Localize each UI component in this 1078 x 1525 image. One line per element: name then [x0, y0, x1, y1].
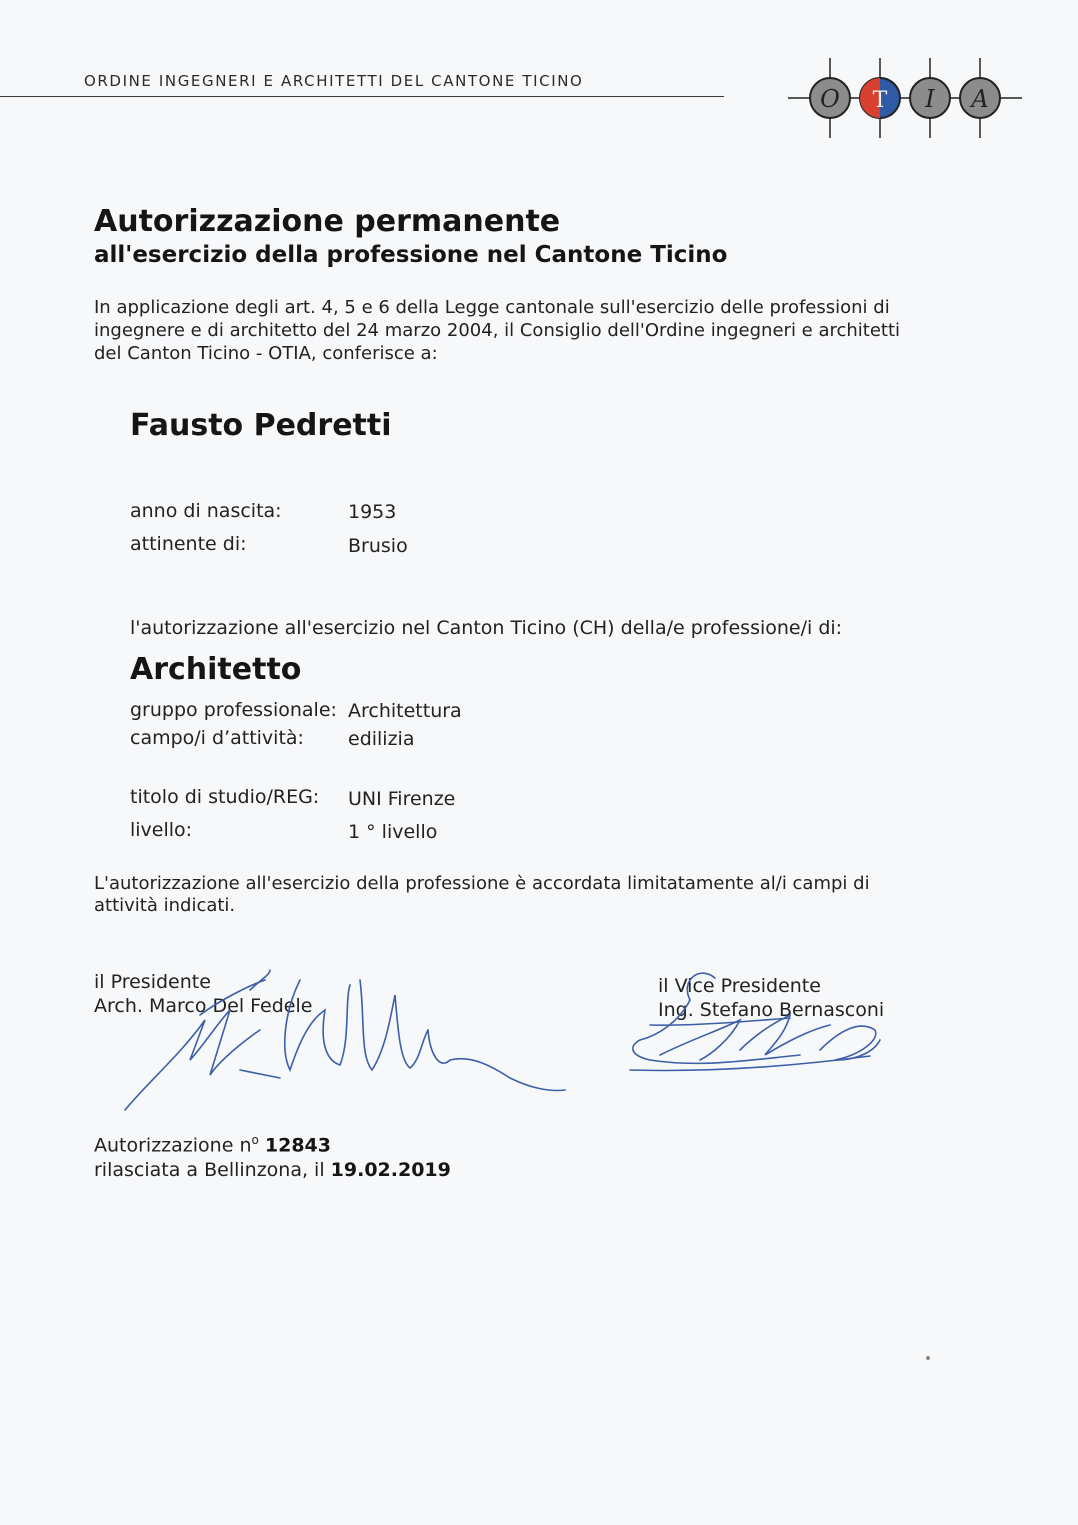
president-name: Arch. Marco Del Fedele: [94, 995, 313, 1017]
issued-line: [94, 1158, 451, 1183]
logo-letter-i: I: [925, 85, 935, 113]
authorization-number-label: Autorizzazione n: [94, 1134, 252, 1157]
issued-label: rilasciata a Bellinzona, il: [94, 1159, 325, 1182]
logo-letter-a: A: [971, 85, 989, 113]
origin-value: Brusio: [348, 535, 408, 557]
group-label: gruppo professionale:: [130, 699, 337, 721]
limitation-statement: L'autorizzazione all'esercizio della professione è accordata limitatamente al/i campi di attività indicati.: [94, 873, 870, 916]
logo-disc-i: [910, 58, 950, 138]
president-signature: [110, 960, 570, 1120]
degree-label: titolo di studio/REG:: [130, 786, 320, 808]
intro-paragraph: In applicazione degli art. 4, 5 e 6 della Legge cantonale sull'esercizio delle professioni di ingegnere e di architetto del 24 marzo 2004, il Consiglio dell'Ordine ingegneri e architetti del Canton Ticino - OTIA, conferisce a:: [94, 297, 901, 364]
otia-logo: [786, 54, 1026, 142]
origin-label: attinente di:: [130, 533, 247, 555]
authorization-number-sup: o: [251, 1133, 259, 1147]
logo-disc-t: [860, 58, 900, 138]
group-value: Architettura: [348, 700, 462, 722]
scan-speck: [926, 1356, 930, 1360]
logo-disc-o: [810, 58, 850, 138]
authorization-number-line: [94, 1128, 451, 1158]
header-rule: [0, 96, 724, 97]
level-value: 1 ° livello: [348, 821, 438, 843]
vice-president-role: il Vice Presidente: [658, 975, 821, 997]
field-value: edilizia: [348, 728, 415, 750]
logo-letter-o: O: [820, 85, 840, 113]
vice-president-signature: [620, 960, 900, 1090]
president-role: il Presidente: [94, 971, 211, 993]
holder-name: Fausto Pedretti: [130, 408, 392, 443]
profession-title: Architetto: [130, 652, 302, 687]
document-subtitle: all'esercizio della professione nel Cantone Ticino: [94, 242, 728, 268]
organization-name: ORDINE INGEGNERI E ARCHITETTI DEL CANTONE TICINO: [84, 72, 584, 90]
vice-president-name: Ing. Stefano Bernasconi: [658, 999, 885, 1021]
birth-year-value: 1953: [348, 501, 397, 523]
birth-year-label: anno di nascita:: [130, 500, 282, 522]
field-label: campo/i d’attività:: [130, 727, 304, 749]
logo-disc-a: [960, 58, 1000, 138]
issued-date: 19.02.2019: [330, 1159, 451, 1182]
authorization-number: 12843: [264, 1134, 331, 1157]
authorization-footer: [94, 1128, 451, 1183]
level-label: livello:: [130, 819, 193, 841]
authorization-intro: l'autorizzazione all'esercizio nel Canton Ticino (CH) della/e professione/i di:: [130, 617, 843, 639]
degree-value: UNI Firenze: [348, 788, 456, 810]
logo-letter-t: T: [872, 88, 888, 113]
document-title: Autorizzazione permanente: [94, 204, 561, 239]
